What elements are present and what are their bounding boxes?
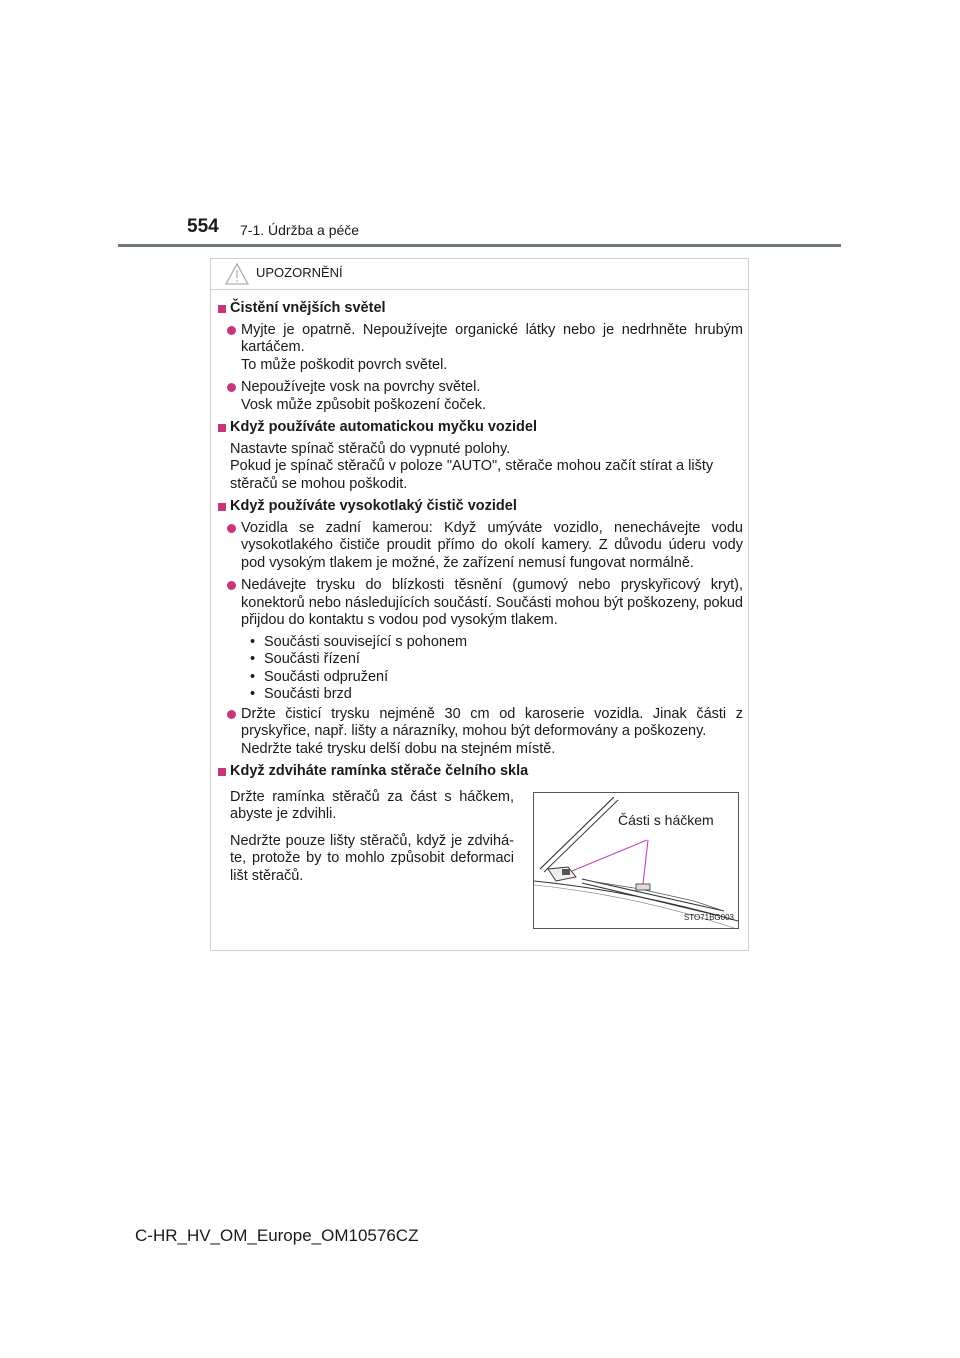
list-item: • Součásti řízení [250, 651, 743, 669]
section-title: 7-1. Údržba a péče [240, 222, 360, 238]
warning-header [211, 259, 748, 290]
footer-doc-id: C-HR_HV_OM_Europe_OM10576CZ [135, 1226, 419, 1245]
list-item: Vozidla se zadní kamerou: Když umýváte vozidlo, nenechávejte vodu vysokotlakého čističe proudit přímo do okolí kamery. Z důvodu úderu vody pod vysokým tlakem je možné, že zařízení nemusí fungovat normálně. [218, 520, 743, 573]
warning-content [218, 300, 743, 935]
section-heading: Když zdviháte ramínka stěrače čelního skla [218, 763, 743, 781]
wiper-figure [533, 792, 739, 929]
section-heading: Když používáte vysokotlaký čistič vozidel [218, 498, 743, 516]
list-item: • Součásti odpružení [250, 669, 743, 687]
list-item: Nedávejte trysku do blízkosti těsnění (gumový nebo pryskyřicový kryt), konektorů nebo následujících součástí. Součásti mohou být poškozeny, pokud přijdou do kontaktu s vodou pod vysokým tlakem. [218, 577, 743, 630]
circle-bullet-icon [227, 581, 236, 590]
bullet-list [218, 634, 743, 704]
paragraph: Nastavte spínač stěračů do vypnuté polohy. Pokud je spínač stěračů v poloze "AUTO", stěrače mohou začít stírat a lišty stěračů se mohou poškodit. [230, 440, 714, 492]
warning-title: UPOZORNĚNÍ [256, 265, 343, 280]
square-marker-icon [218, 768, 226, 776]
circle-bullet-icon [227, 710, 236, 719]
list-item: Držte čisticí trysku nejméně 30 cm od karoserie vozidla. Jinak části z pryskyřice, např. lišty a nárazníky, mohou být deformovány a poškozeny. Nedržte také trysku delší dobu na stejném místě. [218, 706, 743, 759]
warning-box [210, 258, 749, 951]
circle-bullet-icon [227, 524, 236, 533]
square-marker-icon [218, 503, 226, 511]
list-item: Nepoužívejte vosk na povrchy světel. Vosk může způsobit poškození čoček. [218, 379, 743, 414]
square-marker-icon [218, 424, 226, 432]
wiper-section [218, 785, 743, 935]
wiper-text [230, 789, 514, 895]
list-item: • Součásti související s pohonem [250, 634, 743, 652]
figure-callout: Části s háčkem [618, 811, 714, 828]
circle-bullet-icon [227, 383, 236, 392]
paragraph: Nedržte pouze lišty stěračů, když je zdviháte, protože by to mohlo způsobit deformaci lišt stěračů. [230, 832, 514, 884]
header-rule [118, 244, 841, 247]
paragraph: Držte ramínka stěračů za část s háčkem, abyste je zdvihli. [230, 788, 514, 822]
page-number: 554 [187, 216, 219, 237]
figure-code: STO71BG003 [683, 913, 734, 922]
circle-bullet-icon [227, 326, 236, 335]
list-item: Myjte je opatrně. Nepoužívejte organické látky nebo je nedrhněte hrubým kartáčem. To může poškodit povrch světel. [218, 322, 743, 375]
section-heading: Čistění vnějších světel [218, 300, 743, 318]
square-marker-icon [218, 305, 226, 313]
warning-triangle-icon [224, 262, 250, 286]
list-item: • Součásti brzd [250, 686, 743, 704]
section-heading: Když používáte automatickou myčku vozidel [218, 419, 743, 437]
